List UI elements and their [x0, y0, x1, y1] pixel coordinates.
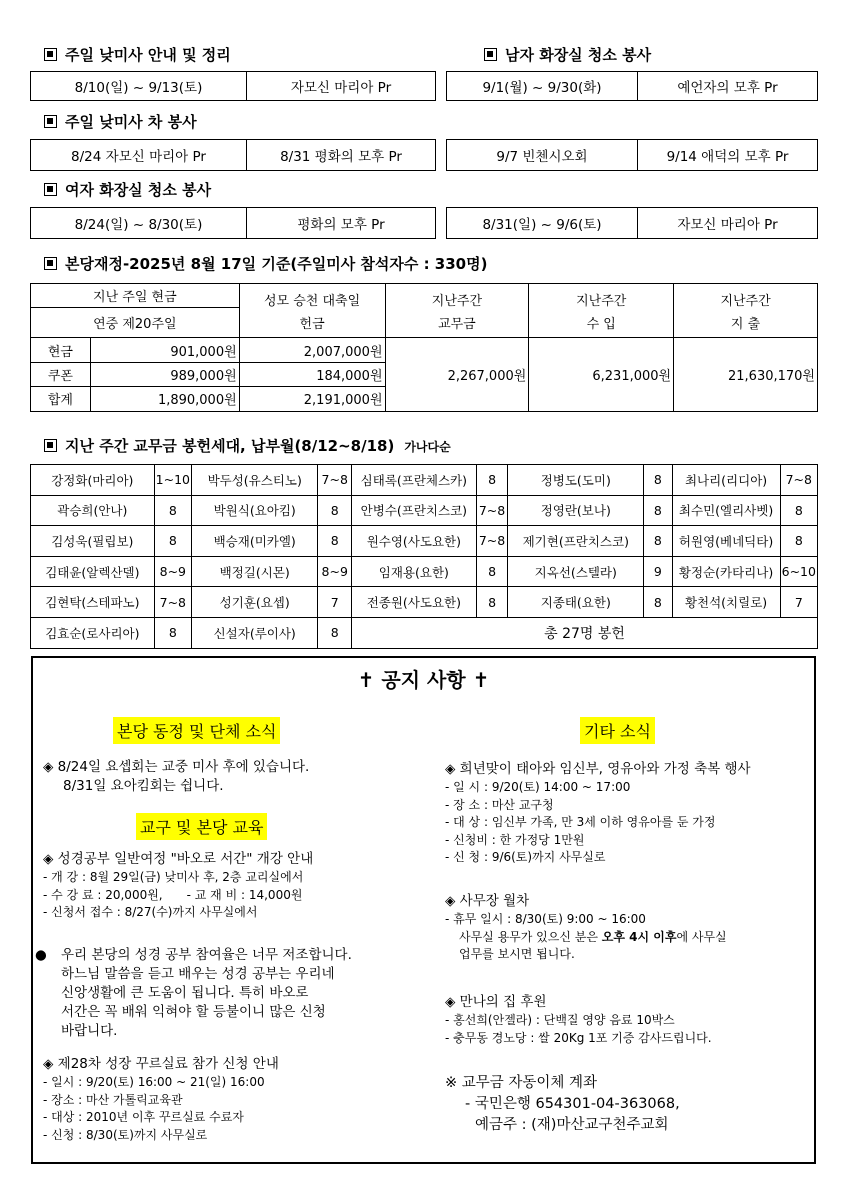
member-name: 지옥선(스텔라): [508, 556, 644, 587]
payment-months: 7: [318, 587, 352, 618]
jubilee-notice: ◈ 희년맞이 태아와 임신부, 영유아와 가정 축복 행사 - 일 시 : 9/20(토) 14:00 ~ 17:00 - 장 소 : 마산 교구청 - 대 상 : 임신부 가족, 만 3세 이하 영유아를 둔 가정 - 신청비 : 한 가정당 1만원 - 신 청 : 9/6(토)까지 사무실로: [445, 761, 751, 864]
cleanup-period: 8/10(일) ~ 9/13(토): [74, 80, 203, 96]
square-bullet-icon: [44, 439, 57, 452]
women-restroom-cell: 8/31(일) ~ 9/6(토): [482, 217, 602, 233]
women-restroom-cell: 평화의 모후 Pr: [246, 208, 435, 238]
dues-value: 2,267,000원: [385, 338, 529, 411]
header-sunday-collection: 지난 주일 현금: [31, 284, 240, 308]
left-heading: 본당 동정 및 단체 소식: [113, 717, 280, 744]
payment-months: 1~10: [154, 465, 191, 496]
payment-months: 7~8: [318, 465, 352, 496]
member-name: 김성욱(필립보): [31, 526, 155, 557]
table-row: [31, 587, 818, 618]
member-name: 황천석(치릴로): [672, 587, 780, 618]
row-label: 합계: [31, 387, 91, 411]
offerings-subtitle: 가나다순: [404, 440, 451, 454]
car-box-left: [30, 139, 436, 171]
table-row: [31, 495, 818, 526]
car-cell: 9/14 애덕의 모후 Pr: [637, 140, 817, 170]
cleanup-title: 주일 낮미사 안내 및 정리: [44, 44, 231, 65]
square-bullet-icon: [44, 183, 57, 196]
row-label: 쿠폰: [31, 362, 91, 386]
square-bullet-icon: [484, 48, 497, 61]
assumption-value: 2,191,000원: [239, 387, 385, 411]
member-name: 김효순(로사리아): [31, 617, 155, 648]
header-expense: 지난주간 지 출: [674, 284, 818, 338]
member-name: 허원영(베네딕타): [672, 526, 780, 557]
payment-months: 9: [644, 556, 672, 587]
member-name: 박두성(유스티노): [192, 465, 318, 496]
member-name: 임재용(요한): [352, 556, 477, 587]
table-row: [31, 617, 818, 648]
header-dues: 지난주간 교무금: [385, 284, 529, 338]
member-name: 곽승희(안나): [31, 495, 155, 526]
payment-months: 8: [780, 495, 817, 526]
member-name: 김현탁(스테파노): [31, 587, 155, 618]
payment-months: 7: [780, 587, 817, 618]
payment-months: 8: [154, 526, 191, 557]
payment-months: 7~8: [780, 465, 817, 496]
payment-months: 8: [476, 556, 508, 587]
men-restroom-title: 남자 화장실 청소 봉사: [484, 44, 651, 65]
member-name: 원수영(사도요한): [352, 526, 477, 557]
member-name: 강정화(마리아): [31, 465, 155, 496]
assumption-value: 2,007,000원: [239, 338, 385, 362]
women-restroom-title: 여자 화장실 청소 봉사: [44, 179, 211, 200]
account-notice: ※ 교무금 자동이체 계좌 - 국민은행 654301-04-363068, 예금주 : (재)마산교구천주교회: [445, 1075, 680, 1133]
member-name: 제기현(프란치스코): [508, 526, 644, 557]
payment-months: 8: [318, 617, 352, 648]
car-title: 주일 낮미사 차 봉사: [44, 111, 197, 132]
offerings-title: 지난 주간 교무금 봉헌세대, 납부월(8/12~8/18) 가나다순: [44, 435, 451, 456]
table-row: [31, 338, 818, 362]
member-name: 백정길(시몬): [192, 556, 318, 587]
member-name: 안병수(프란치스코): [352, 495, 477, 526]
header-sunday-ordinal: 연중 제20주일: [31, 308, 240, 338]
sunday-value: 901,000원: [90, 338, 239, 362]
member-name: 지종태(요한): [508, 587, 644, 618]
payment-months: 6~10: [780, 556, 817, 587]
table-row: [31, 465, 818, 496]
offerings-total: 총 27명 봉헌: [352, 617, 818, 648]
edu-heading: 교구 및 본당 교육: [136, 813, 267, 840]
table-row: [31, 556, 818, 587]
encouragement-notice: ● 우리 본당의 성경 공부 참여율은 너무 저조합니다. 하느님 말씀을 듣고 배우는 성경 공부는 우리네 신앙생활에 큰 도움이 됩니다. 특히 바오로 서간은 꼭 배워 익혀야 할 등불이니 많은 신청 바랍니다.: [35, 947, 352, 1039]
square-bullet-icon: [44, 48, 57, 61]
payment-months: 8: [644, 587, 672, 618]
payment-months: 7~8: [476, 495, 508, 526]
men-restroom-box: [446, 71, 818, 101]
notice-box: [31, 656, 816, 1164]
cleanup-name: 자모신 마리아 Pr: [246, 72, 435, 100]
payment-months: 8~9: [318, 556, 352, 587]
payment-months: 7~8: [154, 587, 191, 618]
table-row: [31, 526, 818, 557]
income-value: 6,231,000원: [529, 338, 674, 411]
women-restroom-cell: 8/24(일) ~ 8/30(토): [74, 217, 203, 233]
women-restroom-box-left: [30, 207, 436, 239]
member-name: 최수민(엘리사벳): [672, 495, 780, 526]
member-name: 정병도(도미): [508, 465, 644, 496]
square-bullet-icon: [44, 115, 57, 128]
sunday-value: 989,000원: [90, 362, 239, 386]
payment-months: 8: [476, 587, 508, 618]
member-name: 최나리(리디아): [672, 465, 780, 496]
cleanup-box: [30, 71, 436, 101]
header-income: 지난주간 수 입: [529, 284, 674, 338]
expense-value: 21,630,170원: [674, 338, 818, 411]
payment-months: 7~8: [476, 526, 508, 557]
member-name: 전종원(사도요한): [352, 587, 477, 618]
car-cell: 9/7 빈첸시오회: [496, 149, 588, 165]
men-restroom-period: 9/1(월) ~ 9/30(화): [482, 80, 602, 96]
payment-months: 8: [154, 617, 191, 648]
member-name: 김태윤(알렉산델): [31, 556, 155, 587]
men-restroom-name: 예언자의 모후 Pr: [637, 72, 817, 100]
finance-title: 본당재정-2025년 8월 17일 기준(주일미사 참석자수 : 330명): [44, 253, 487, 274]
office-leave-notice: ◈ 사무장 월차 - 휴무 일시 : 8/30(토) 9:00 ~ 16:00 사무실 용무가 있으신 분은 오후 4시 이후에 사무실 업무를 보시면 됩니다.: [445, 893, 727, 961]
member-name: 성기훈(요셉): [192, 587, 318, 618]
cursillo-notice: ◈ 제28차 성장 꾸르실료 참가 신청 안내 - 일시 : 9/20(토) 16:00 ~ 21(일) 16:00 - 장소 : 마산 가톨릭교육관 - 대상 : 2010년 이후 꾸르실료 수료자 - 신청 : 8/30(토)까지 사무실로: [43, 1056, 279, 1142]
header-assumption: 성모 승천 대축일 헌금: [239, 284, 385, 338]
joseph-notice: ◈ 8/24일 요셉회는 교중 미사 후에 있습니다. 8/31일 요아킴회는 쉽니다.: [43, 759, 310, 794]
payment-months: 8: [476, 465, 508, 496]
assumption-value: 184,000원: [239, 362, 385, 386]
sunday-value: 1,890,000원: [90, 387, 239, 411]
notice-title: ✝ 공지 사항 ✝: [357, 668, 490, 692]
car-box-right: [446, 139, 818, 171]
row-label: 현금: [31, 338, 91, 362]
offerings-table: [30, 464, 818, 649]
member-name: 신설자(루이사): [192, 617, 318, 648]
bullet-icon: ●: [35, 947, 47, 963]
member-name: 백승재(미카엘): [192, 526, 318, 557]
payment-months: 8: [154, 495, 191, 526]
square-bullet-icon: [44, 257, 57, 270]
member-name: 정영란(보나): [508, 495, 644, 526]
right-heading: 기타 소식: [580, 717, 655, 744]
women-restroom-cell: 자모신 마리아 Pr: [637, 208, 817, 238]
car-cell: 8/24 자모신 마리아 Pr: [71, 149, 206, 165]
offerings-body: [31, 465, 818, 649]
finance-table: [30, 283, 818, 412]
payment-months: 8: [780, 526, 817, 557]
car-cell: 8/31 평화의 모후 Pr: [246, 140, 435, 170]
member-name: 심태록(프란체스카): [352, 465, 477, 496]
payment-months: 8: [644, 465, 672, 496]
women-restroom-box-right: [446, 207, 818, 239]
payment-months: 8: [318, 526, 352, 557]
member-name: 박원식(요아킴): [192, 495, 318, 526]
payment-months: 8: [644, 526, 672, 557]
bible-study-notice: ◈ 성경공부 일반여정 "바오로 서간" 개강 안내 - 개 강 : 8월 29일(금) 낮미사 후, 2층 교리실에서 - 수 강 료 : 20,000원, - 교 재 비 : 14,000원 - 신청서 접수 : 8/27(수)까지 사무실에서: [43, 851, 314, 919]
support-notice: ◈ 만나의 집 후원 - 홍선희(안젤라) : 단백질 영양 음료 10박스 - 충무동 경노당 : 쌀 20Kg 1포 기증 감사드립니다.: [445, 994, 712, 1045]
payment-months: 8~9: [154, 556, 191, 587]
member-name: 황정순(카타리나): [672, 556, 780, 587]
payment-months: 8: [318, 495, 352, 526]
payment-months: 8: [644, 495, 672, 526]
